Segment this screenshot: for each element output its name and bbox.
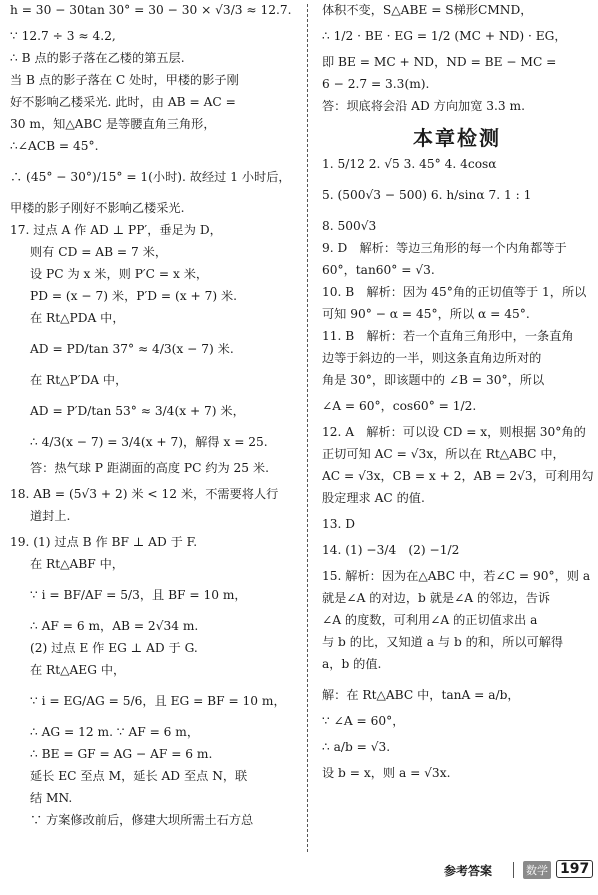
answer-line: 设 b = x，则 a = √3x.	[322, 766, 451, 780]
text-line: 好不影响乙楼采光. 此时，由 AB = AC =	[10, 95, 236, 109]
answer-line: ∵ ∠A = 60°，	[322, 714, 405, 728]
answer-line: 角是 30°，即该题中的 ∠B = 30°，所以	[322, 373, 545, 387]
answer-line: a，b 的值.	[322, 657, 382, 671]
text-line: h = 30 − 30tan 30° = 30 − 30 × √3/3 ≈ 12.7.	[10, 3, 292, 17]
text-line: ∵ i = EG/AG = 5/6，且 EG = BF = 10 m，	[30, 694, 286, 708]
text-line: 在 Rt△PDA 中，	[30, 311, 125, 325]
text-line: 答：热气球 P 距湖面的高度 PC 约为 25 米.	[30, 461, 269, 475]
text-line: ∵ 12.7 ÷ 3 ≈ 4.2,	[10, 29, 116, 43]
text-line: ∴∠ACB = 45°.	[10, 139, 99, 153]
answer-line: 股定理求 AC 的值.	[322, 491, 425, 505]
footer-label: 参考答案	[444, 864, 493, 878]
answer-line: 就是∠A 的对边，b 就是∠A 的邻边，告诉	[322, 591, 551, 605]
answer-line: ∴ a/b = √3.	[322, 740, 391, 754]
text-line: 即 BE = MC + ND，ND = BE − MC =	[322, 55, 557, 69]
text-line: ∴ AF = 6 m，AB = 2√34 m.	[30, 619, 199, 633]
answer-line: ∠A 的度数，可利用∠A 的正切值求出 a	[322, 613, 538, 627]
text-line: 体积不变，S△ABE = S梯形CMND，	[322, 3, 533, 17]
question-18: 18. AB = (5√3 + 2) 米 < 12 米，不需要将人行	[10, 487, 279, 501]
text-line: 延长 EC 至点 M，延长 AD 至点 N，联	[30, 769, 248, 783]
text-line: ∴ BE = GF = AG − AF = 6 m.	[30, 747, 213, 761]
right-column	[322, 2, 592, 781]
answer-line: 14. (1) −3/4 (2) −1/2	[322, 543, 460, 557]
text-line: 甲楼的影子刚好不影响乙楼采光.	[10, 201, 185, 215]
text-line: 道封上.	[30, 509, 71, 523]
text-line: AD = PD/tan 37° ≈ 4/3(x − 7) 米.	[30, 342, 234, 356]
text-line: ∵ i = BF/AF = 5/3，且 BF = 10 m，	[30, 588, 247, 602]
answer-line: 15. 解析：因为在△ABC 中，若∠C = 90°，则 a	[322, 569, 591, 583]
text-line: 设 PC 为 x 米，则 P′C = x 米，	[30, 267, 209, 281]
answer-line: 正切可知 AC = √3x，所以在 Rt△ABC 中，	[322, 447, 565, 461]
answer-line: 10. B 解析：因为 45°角的正切值等于 1，所以	[322, 285, 587, 299]
text-line: 答：坝底将会沿 AD 方向加宽 3.3 m.	[322, 99, 525, 113]
page-number: 197	[556, 860, 593, 878]
question-19: 19. (1) 过点 B 作 BF ⊥ AD 于 F.	[10, 535, 198, 549]
answer-line: AC = √3x，CB = x + 2，AB = 2√3，可利用勾	[322, 469, 594, 483]
answer-line: 可知 90° − α = 45°，所以 α = 45°.	[322, 307, 530, 321]
left-column	[10, 2, 300, 828]
text-line: 在 Rt△AEG 中，	[30, 663, 126, 677]
text-line: 6 − 2.7 = 3.3(m).	[322, 77, 430, 91]
text-line: 当 B 点的影子落在 C 处时，甲楼的影子刚	[10, 73, 239, 87]
answer-line: 解：在 Rt△ABC 中，tanA = a/b，	[322, 688, 520, 702]
answer-line: ∠A = 60°，cos60° = 1/2.	[322, 399, 477, 413]
answer-line: 13. D	[322, 517, 356, 531]
text-line: ∴ (45° − 30°)/15° = 1(小时). 故经过 1 小时后，	[10, 170, 291, 184]
question-17: 17. 过点 A 作 AD ⊥ PP′，垂足为 D，	[10, 223, 222, 237]
text-line: ∴ AG = 12 m. ∵ AF = 6 m，	[30, 725, 200, 739]
column-divider	[307, 4, 308, 852]
text-line: 则有 CD = AB = 7 米，	[30, 245, 168, 259]
text-line: PD = (x − 7) 米，P′D = (x + 7) 米.	[30, 289, 238, 303]
text-line: ∴ 4/3(x − 7) = 3/4(x + 7)，解得 x = 25.	[30, 435, 268, 449]
answer-line: 1. 5/12 2. √5 3. 45° 4. 4cosα	[322, 157, 497, 171]
page-footer	[0, 856, 598, 886]
text-line: ∴ 1/2 · BE · EG = 1/2 (MC + ND) · EG，	[322, 29, 567, 43]
answer-line: 12. A 解析：可以设 CD = x，则根据 30°角的	[322, 425, 586, 439]
answer-line: 60°，tan60° = √3.	[322, 263, 435, 277]
section-title: 本章检测	[413, 126, 501, 150]
footer-divider	[513, 862, 514, 878]
text-line: 在 Rt△P′DA 中，	[30, 373, 128, 387]
text-line: 在 Rt△ABF 中，	[30, 557, 124, 571]
text-line: 结 MN.	[30, 791, 73, 805]
subject-badge: 数学	[523, 861, 551, 879]
answer-line: 与 b 的比，又知道 a 与 b 的和，所以可解得	[322, 635, 564, 649]
text-line: ∴ B 点的影子落在乙楼的第五层.	[10, 51, 185, 65]
answer-line: 9. D 解析：等边三角形的每一个内角都等于	[322, 241, 567, 255]
answer-line: 11. B 解析：若一个直角三角形中，一条直角	[322, 329, 574, 343]
answer-line: 边等于斜边的一半，则这条直角边所对的	[322, 351, 542, 365]
text-line: (2) 过点 E 作 EG ⊥ AD 于 G.	[30, 641, 198, 655]
text-line: ∵ 方案修改前后，修建大坝所需土石方总	[30, 813, 254, 827]
answer-line: 8. 500√3	[322, 219, 377, 233]
text-line: AD = P′D/tan 53° ≈ 3/4(x + 7) 米，	[30, 404, 245, 418]
text-line: 30 m，知△ABC 是等腰直角三角形，	[10, 117, 216, 131]
answer-line: 5. (500√3 − 500) 6. h/sinα 7. 1 : 1	[322, 188, 532, 202]
